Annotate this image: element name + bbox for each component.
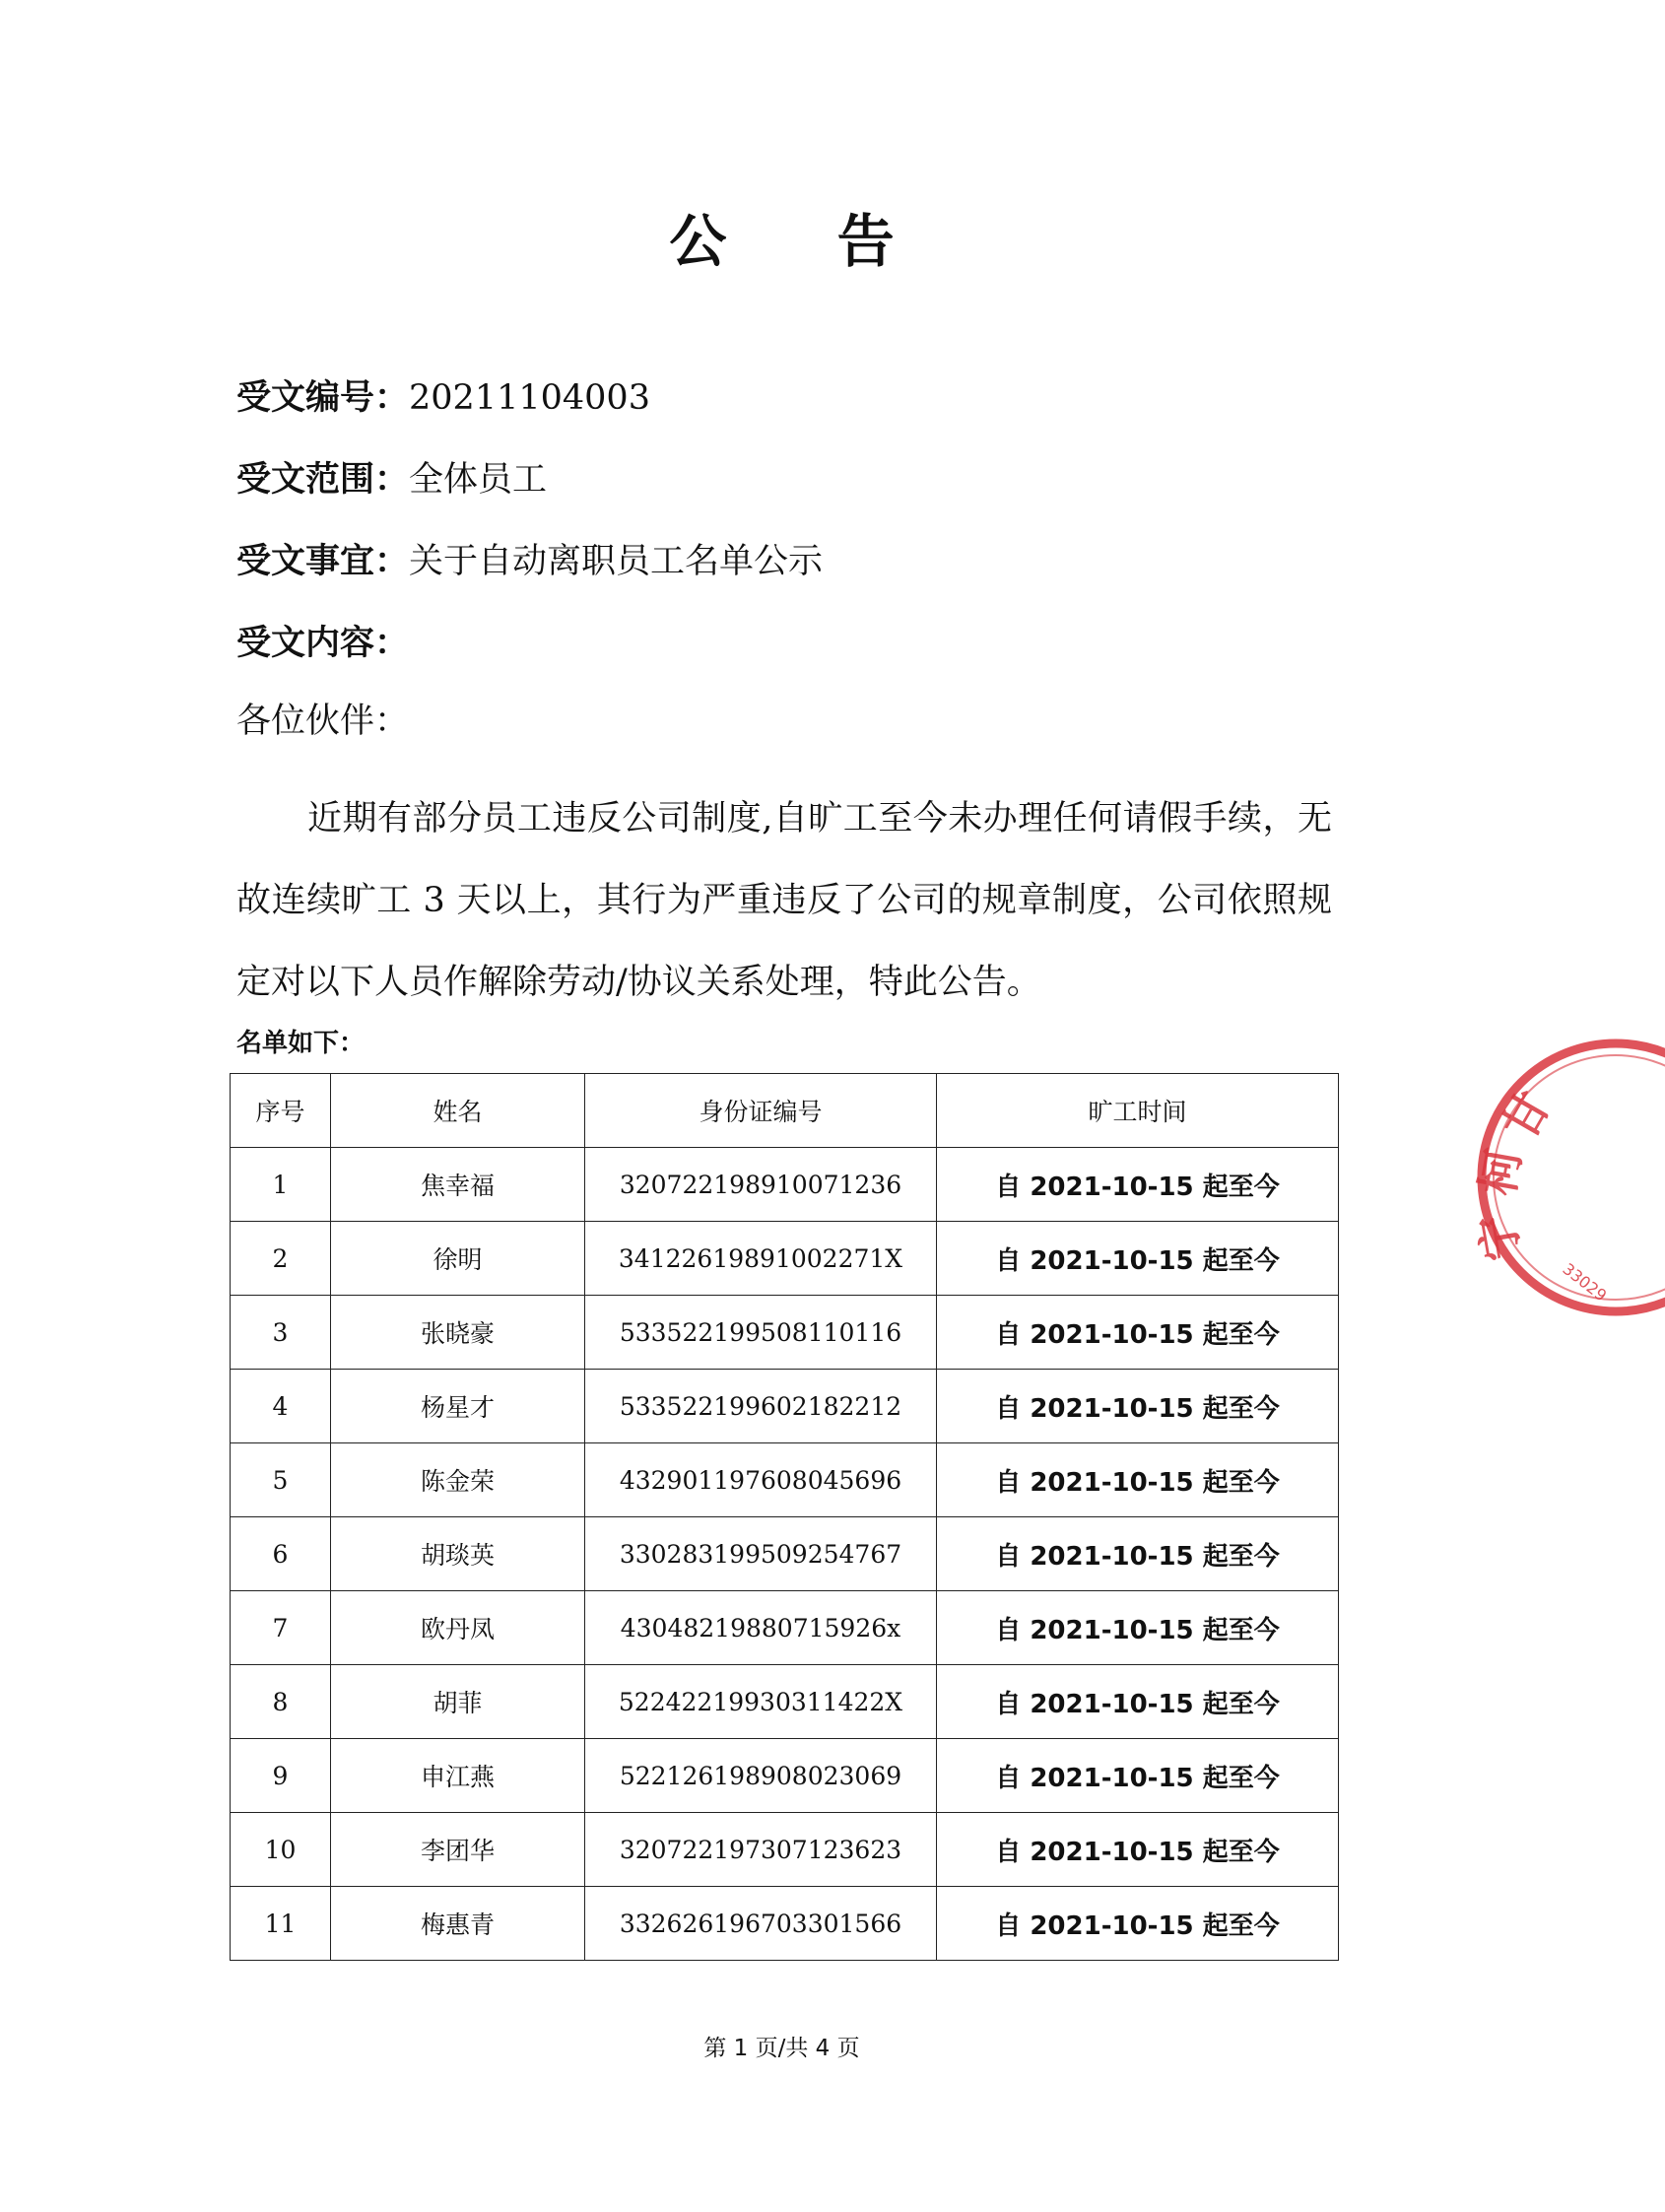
cell-name: 欧丹凤 — [331, 1591, 585, 1665]
header-id-number: 身份证编号 — [585, 1074, 937, 1148]
header-absence-period: 旷工时间 — [937, 1074, 1339, 1148]
cell-id-number: 332626196703301566 — [585, 1887, 937, 1961]
svg-text:宁: 宁 — [1469, 1210, 1530, 1265]
cell-id-number: 34122619891002271X — [585, 1222, 937, 1296]
meta-value: 全体员工 — [409, 460, 548, 500]
cell-absence-period: 自 2021-10-15 起至今 — [937, 1148, 1339, 1222]
cell-index: 6 — [231, 1517, 331, 1591]
cell-absence-period: 自 2021-10-15 起至今 — [937, 1887, 1339, 1961]
table-row — [231, 1370, 1339, 1443]
cell-id-number: 52242219930311422X — [585, 1665, 937, 1739]
cell-id-number: 330283199509254767 — [585, 1517, 937, 1591]
table-row — [231, 1296, 1339, 1370]
cell-id-number: 320722198910071236 — [585, 1148, 937, 1222]
meta-value: 20211104003 — [409, 378, 650, 418]
cell-name: 李团华 — [331, 1813, 585, 1887]
cell-name: 胡菲 — [331, 1665, 585, 1739]
table-header-row — [231, 1074, 1339, 1148]
cell-absence-period: 自 2021-10-15 起至今 — [937, 1443, 1339, 1517]
table-row — [231, 1591, 1339, 1665]
cell-absence-period: 自 2021-10-15 起至今 — [937, 1813, 1339, 1887]
meta-scope — [236, 458, 547, 502]
cell-id-number: 320722197307123623 — [585, 1813, 937, 1887]
meta-doc-number — [236, 376, 650, 420]
cell-absence-period: 自 2021-10-15 起至今 — [937, 1739, 1339, 1813]
meta-label: 受文内容： — [236, 624, 410, 663]
cell-index: 8 — [231, 1665, 331, 1739]
meta-label: 受文编号： — [236, 378, 410, 418]
cell-index: 2 — [231, 1222, 331, 1296]
cell-id-number: 533522199508110116 — [585, 1296, 937, 1370]
cell-absence-period: 自 2021-10-15 起至今 — [937, 1517, 1339, 1591]
seal-digits: 33029 — [1559, 1259, 1611, 1306]
cell-index: 1 — [231, 1148, 331, 1222]
dismissal-table — [230, 1073, 1339, 1961]
meta-content — [236, 622, 409, 665]
cell-name: 梅惠青 — [331, 1887, 585, 1961]
cell-index: 7 — [231, 1591, 331, 1665]
table-row — [231, 1517, 1339, 1591]
cell-absence-period: 自 2021-10-15 起至今 — [937, 1296, 1339, 1370]
page-footer: 第 1 页/共 4 页 — [703, 2036, 860, 2061]
cell-name: 张晓豪 — [331, 1296, 585, 1370]
meta-label: 受文事宜： — [236, 542, 410, 581]
cell-index: 5 — [231, 1443, 331, 1517]
cell-index: 11 — [231, 1887, 331, 1961]
cell-id-number: 522126198908023069 — [585, 1739, 937, 1813]
table-row — [231, 1222, 1339, 1296]
cell-absence-period: 自 2021-10-15 起至今 — [937, 1222, 1339, 1296]
greeting: 各位伙伴： — [236, 702, 410, 741]
company-seal-stamp — [1468, 1025, 1665, 1340]
cell-absence-period: 自 2021-10-15 起至今 — [937, 1665, 1339, 1739]
svg-text:柯: 柯 — [1470, 1145, 1531, 1199]
cell-name: 徐明 — [331, 1222, 585, 1296]
table-row — [231, 1665, 1339, 1739]
meta-label: 受文范围： — [236, 460, 410, 500]
meta-value: 关于自动离职员工名单公示 — [409, 542, 824, 581]
svg-text:甘: 甘 — [1492, 1082, 1562, 1149]
table-row — [231, 1813, 1339, 1887]
cell-absence-period: 自 2021-10-15 起至今 — [937, 1370, 1339, 1443]
cell-name: 申江燕 — [331, 1739, 585, 1813]
cell-name: 陈金荣 — [331, 1443, 585, 1517]
cell-name: 杨星才 — [331, 1370, 585, 1443]
cell-name: 焦幸福 — [331, 1148, 585, 1222]
cell-index: 10 — [231, 1813, 331, 1887]
list-heading: 名单如下： — [236, 1029, 366, 1058]
cell-id-number: 43048219880715926x — [585, 1591, 937, 1665]
header-name: 姓名 — [331, 1074, 585, 1148]
page-title: 公 告 — [669, 208, 940, 275]
cell-name: 胡琰英 — [331, 1517, 585, 1591]
header-index: 序号 — [231, 1074, 331, 1148]
announcement-body: 近期有部分员工违反公司制度,自旷工至今未办理任何请假手续，无故连续旷工 3 天以上，其行为严重违反了公司的规章制度，公司依照规定对以下人员作解除劳动/协议关系处理，特此公告。 — [236, 799, 1332, 1002]
cell-index: 4 — [231, 1370, 331, 1443]
table-row — [231, 1739, 1339, 1813]
table-row — [231, 1887, 1339, 1961]
cell-absence-period: 自 2021-10-15 起至今 — [937, 1591, 1339, 1665]
table-row — [231, 1443, 1339, 1517]
cell-index: 3 — [231, 1296, 331, 1370]
cell-index: 9 — [231, 1739, 331, 1813]
cell-id-number: 432901197608045696 — [585, 1443, 937, 1517]
meta-subject — [236, 540, 823, 583]
cell-id-number: 533522199602182212 — [585, 1370, 937, 1443]
table-row — [231, 1148, 1339, 1222]
